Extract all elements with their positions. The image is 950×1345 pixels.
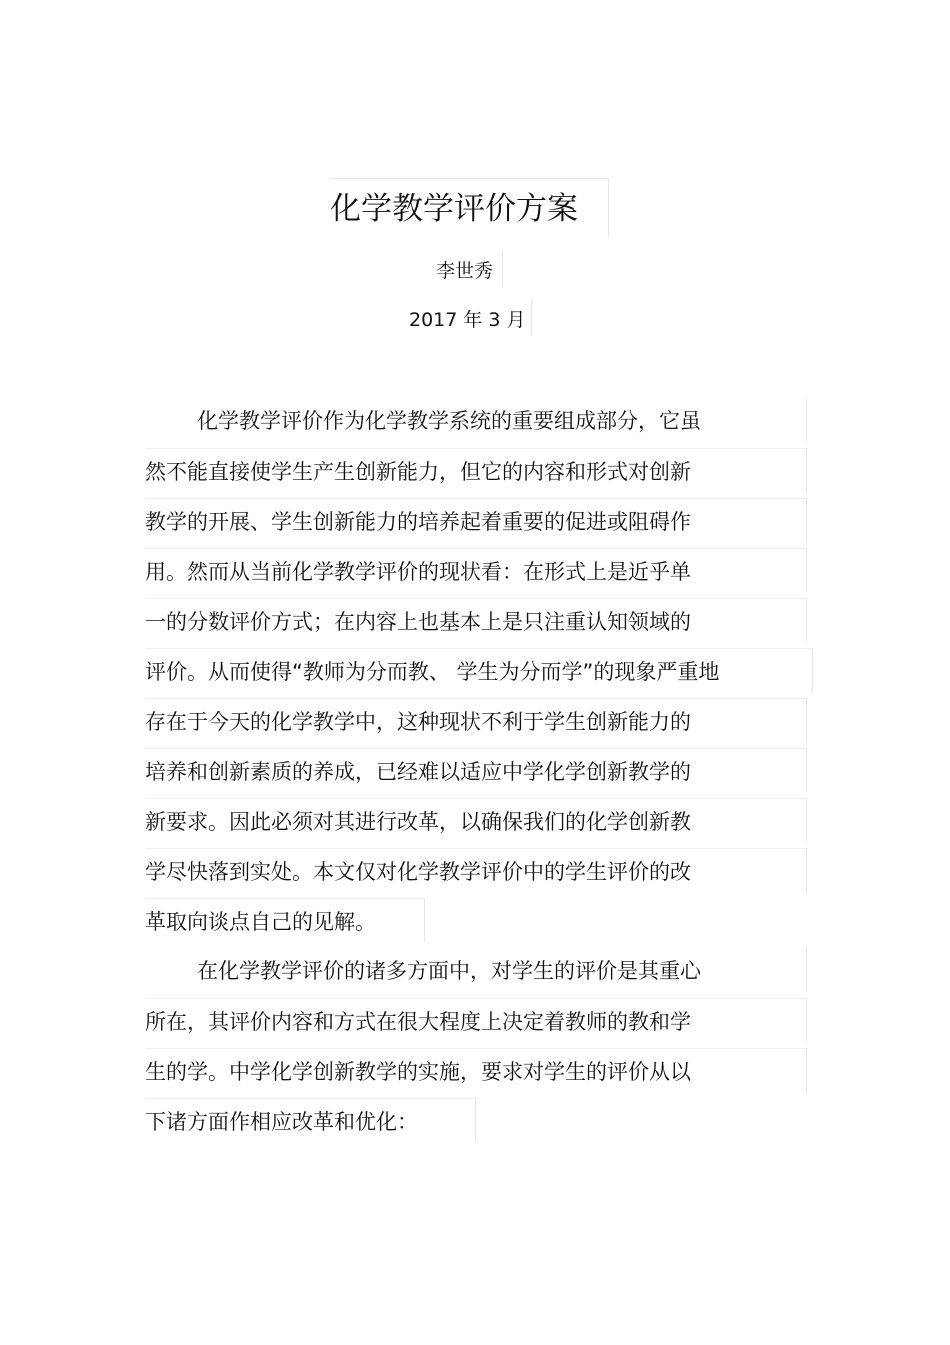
paragraph-1-line-2: 然不能直接使学生产生创新能力，但它的内容和形式对创新 (145, 448, 807, 492)
paragraph-1-line-7: 存在于今天的化学教学中，这种现状不利于学生创新能力的 (145, 698, 807, 742)
paragraph-1-line-4: 用。然而从当前化学教学评价的现状看：在形式上是近乎单 (145, 548, 807, 592)
paragraph-1-line-8: 培养和创新素质的养成，已经难以适应中学化学创新教学的 (145, 748, 807, 792)
paragraph-1-line-10: 学尽快落到实处。本文仅对化学教学评价中的学生评价的改 (145, 848, 807, 892)
document-title: 化学教学评价方案 (330, 178, 609, 237)
paragraph-2-line-4: 下诸方面作相应改革和优化： (145, 1098, 476, 1142)
paragraph-1-line-11: 革取向谈点自己的见解。 (145, 898, 425, 942)
document-date: 2017 年 3 月 (409, 300, 532, 336)
paragraph-1-line-1: 化学教学评价作为化学教学系统的重要组成部分，它虽 (145, 398, 807, 442)
paragraph-1-line-9: 新要求。因此必须对其进行改革，以确保我们的化学创新教 (145, 798, 807, 842)
paragraph-2-line-3: 生的学。中学化学创新教学的实施，要求对学生的评价从以 (145, 1048, 807, 1092)
document-author: 李世秀 (436, 252, 503, 288)
paragraph-1-line-3: 教学的开展、学生创新能力的培养起着重要的促进或阻碍作 (145, 498, 807, 542)
paragraph-1-line-5: 一的分数评价方式；在内容上也基本上是只注重认知领域的 (145, 598, 807, 642)
paragraph-1-line-6: 评价。从而使得“教师为分而教、 学生为分而学”的现象严重地 (145, 648, 813, 692)
paragraph-2-line-1: 在化学教学评价的诸多方面中，对学生的评价是其重心 (145, 948, 807, 992)
paragraph-2-line-2: 所在，其评价内容和方式在很大程度上决定着教师的教和学 (145, 998, 807, 1042)
